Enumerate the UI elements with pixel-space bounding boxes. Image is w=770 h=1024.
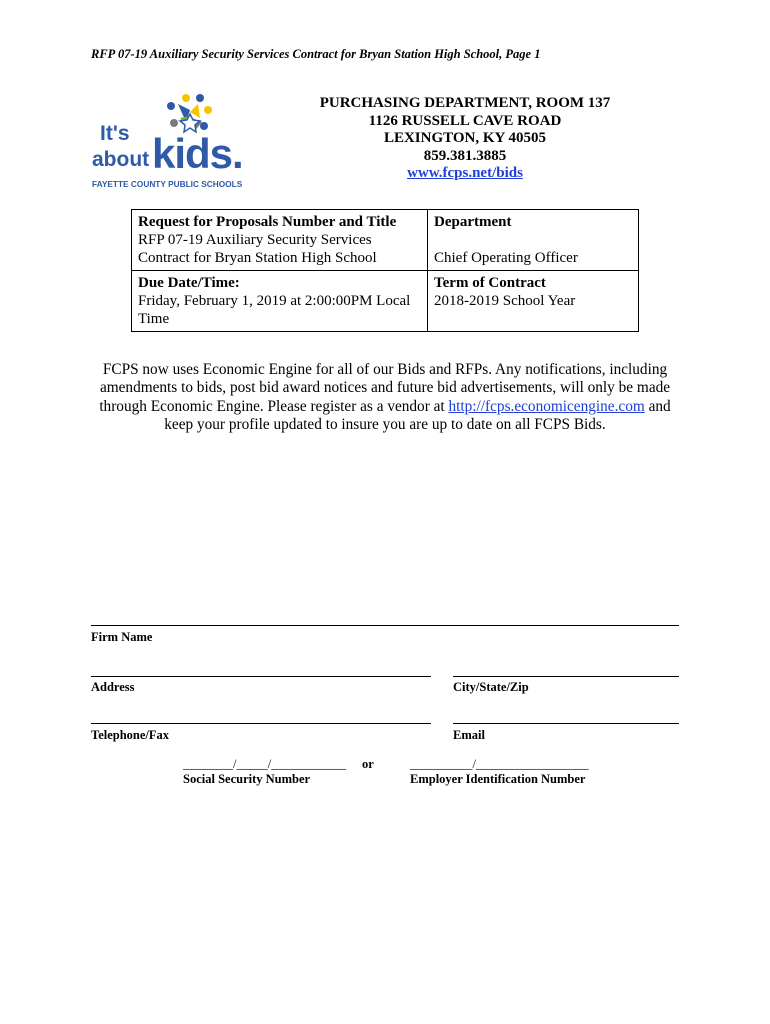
telephone-fax-label: Telephone/Fax	[91, 728, 170, 742]
address-line-2: 1126 RUSSELL CAVE ROAD	[368, 112, 562, 129]
logo-kids: kids.	[152, 130, 243, 177]
address-phone: 859.381.3885	[423, 147, 507, 164]
ein-field[interactable]: __________/__________________	[410, 757, 589, 771]
or-label: or	[362, 757, 374, 771]
term-cell	[428, 271, 639, 332]
rfp-title-line-1: RFP 07-19 Auxiliary Security Services	[138, 232, 372, 248]
bids-website-link[interactable]: www.fcps.net/bids	[407, 165, 523, 181]
department-cell	[428, 210, 639, 271]
ssn-label: Social Security Number	[183, 772, 311, 786]
economic-engine-notice	[96, 361, 674, 434]
address-label: Address	[91, 680, 135, 694]
page-header: RFP 07-19 Auxiliary Security Services Contract for Bryan Station High School, Page 1	[91, 47, 541, 61]
logo-about: about	[92, 148, 150, 171]
purchasing-address	[300, 95, 630, 183]
notice-text-before: FCPS now uses Economic Engine for all of our Bids and RFPs. Any notifications, including amendments to bids, post bid award notices and future bid advertisements, will only be made through Economic Engine. Please register as a vendor at	[99, 361, 671, 415]
address-line[interactable]	[91, 676, 431, 677]
rfp-heading: Request for Proposals Number and Title	[138, 214, 397, 230]
due-date-line-1: Friday, February 1, 2019 at 2:00:00PM Local	[138, 293, 411, 309]
logo-org-name: FAYETTE COUNTY PUBLIC SCHOOLS	[92, 179, 243, 189]
department-value: Chief Operating Officer	[434, 250, 578, 266]
email-line[interactable]	[453, 723, 679, 724]
firm-name-label: Firm Name	[91, 630, 153, 644]
ssn-field[interactable]: ________/_____/____________	[183, 757, 347, 771]
fcps-logo	[90, 92, 243, 192]
rfp-title-line-2: Contract for Bryan Station High School	[138, 250, 377, 266]
notice-text-after: and keep your profile updated to insure you are up to date on all FCPS Bids.	[164, 397, 671, 433]
due-date-heading: Due Date/Time:	[138, 275, 240, 291]
email-label: Email	[453, 728, 485, 742]
due-date-cell	[132, 271, 428, 332]
address-line-1: PURCHASING DEPARTMENT, ROOM 137	[319, 95, 611, 111]
due-date-line-2: Time	[138, 311, 170, 327]
telephone-fax-line[interactable]	[91, 723, 431, 724]
department-heading: Department	[434, 214, 512, 230]
address-line-3: LEXINGTON, KY 40505	[383, 130, 547, 146]
rfp-title-cell	[132, 210, 428, 271]
rfp-info-table	[131, 209, 639, 332]
term-value: 2018-2019 School Year	[434, 293, 576, 309]
ein-label: Employer Identification Number	[410, 772, 586, 786]
city-state-zip-line[interactable]	[453, 676, 679, 677]
firm-name-line[interactable]	[91, 625, 679, 626]
economic-engine-link[interactable]: http://fcps.economicengine.com	[448, 397, 645, 415]
logo-its: It's	[100, 122, 130, 145]
city-state-zip-label: City/State/Zip	[453, 680, 529, 694]
term-heading: Term of Contract	[434, 275, 546, 291]
